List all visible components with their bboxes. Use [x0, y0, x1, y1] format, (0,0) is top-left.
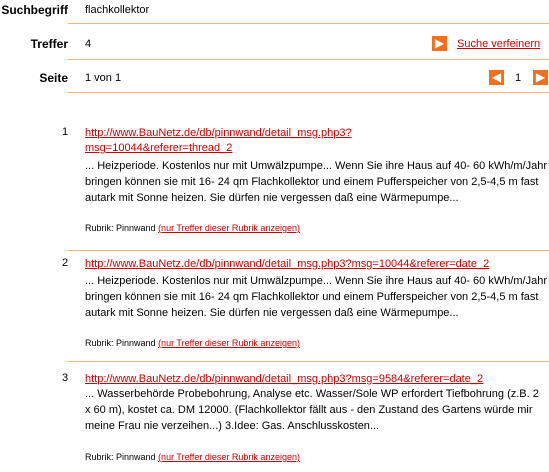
rubric-filter-link[interactable]: (nur Treffer dieser Rubrik anzeigen) — [158, 338, 300, 348]
result-rubric — [85, 452, 300, 462]
prev-page-icon[interactable]: ◀ — [489, 70, 504, 85]
next-page-icon[interactable]: ▶ — [533, 70, 548, 85]
rubric-filter-link[interactable]: (nur Treffer dieser Rubrik anzeigen) — [158, 452, 300, 462]
result-url-link[interactable] — [85, 126, 545, 156]
rubric-label: Rubrik: Pinnwand — [85, 338, 156, 348]
search-term-value: flachkollektor — [85, 4, 150, 16]
rubric-filter-link[interactable]: (nur Treffer dieser Rubrik anzeigen) — [158, 223, 300, 233]
hits-label: Treffer — [30, 37, 68, 51]
current-page-number: 1 — [515, 72, 522, 84]
result-url-line[interactable]: msg=10044&referer=thread_2 — [85, 142, 233, 154]
refine-arrow-icon[interactable]: ▶ — [432, 36, 447, 51]
refine-search-link[interactable]: Suche verfeinern — [457, 38, 541, 50]
result-rubric — [85, 338, 300, 348]
divider — [68, 250, 549, 251]
result-snippet: ... Heizperiode. Kostenlos nur mit Umwälzpumpe... Wenn Sie ihre Haus auf 40- 60 kWh/m/Jahr bringen können sie mit 16- 24 qm Flachkollektor und einem Pufferspeicher von 2,5-4,5 m fast autark mit Sonne heizen. Sie dürfen nie vergessen daß eine Wärmepumpe... — [85, 275, 547, 319]
result-url-link[interactable]: http://www.BauNetz.de/db/pinnwand/detail_msg.php3?msg=9584&referer=date_2 — [85, 373, 484, 385]
result-snippet: ... Wasserbehörde Probebohrung, Analyse etc. Wasser/Sole WP erfordert Tiefbohrung (z.B. 2 x 60 m), kostet ca. DM 12000. (Flachkollektor fällt aus - den Zustand des Gartens würde mir meine Frau nie verzeihen...) 3.Idee: Gas. Anschlusskosten... — [85, 388, 539, 432]
result-number: 2 — [62, 257, 69, 269]
result-snippet: ... Heizperiode. Kostenlos nur mit Umwälzpumpe... Wenn Sie ihre Haus auf 40- 60 kWh/m/Jahr bringen können sie mit 16- 24 qm Flachkollektor und einem Pufferspeicher von 2,5-4,5 m fast autark mit Sonne heizen. Sie dürfen nie vergessen daß eine Wärmepumpe... — [85, 160, 547, 204]
search-term-label: Suchbegriff — [1, 3, 68, 17]
rubric-label: Rubrik: Pinnwand — [85, 223, 156, 233]
result-url-link[interactable]: http://www.BauNetz.de/db/pinnwand/detail_msg.php3?msg=10044&referer=date_2 — [85, 258, 490, 270]
page-info: 1 von 1 — [85, 72, 122, 84]
divider — [68, 361, 549, 362]
page-label: Seite — [39, 71, 68, 85]
rubric-label: Rubrik: Pinnwand — [85, 452, 156, 462]
divider — [68, 23, 549, 24]
divider — [68, 59, 549, 60]
result-rubric — [85, 223, 300, 233]
hits-count: 4 — [85, 38, 92, 50]
result-number: 1 — [62, 126, 69, 138]
result-number: 3 — [62, 372, 69, 384]
divider — [68, 92, 549, 93]
result-url-line[interactable]: http://www.BauNetz.de/db/pinnwand/detail_msg.php3? — [85, 127, 352, 139]
